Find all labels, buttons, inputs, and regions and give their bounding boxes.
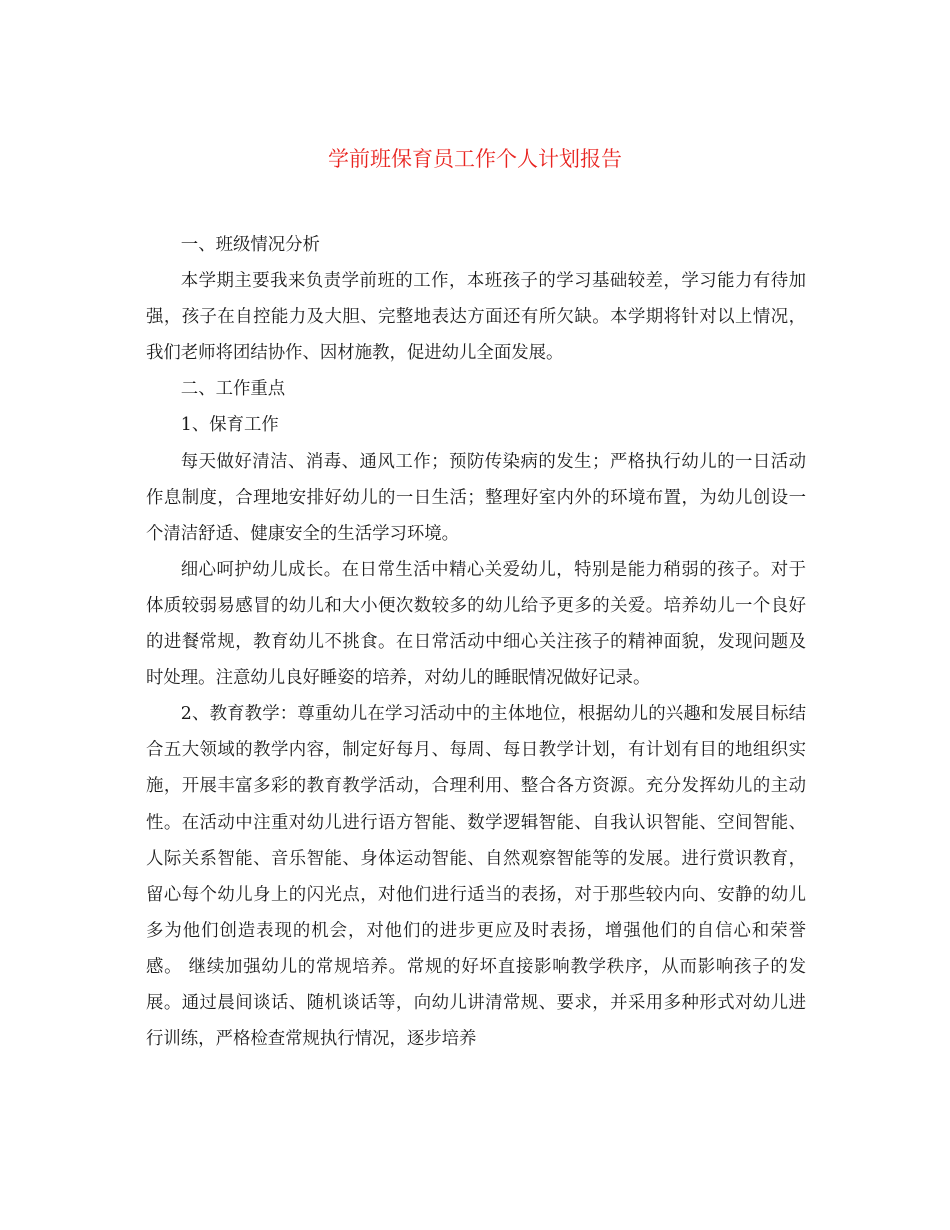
subheading-care-work: 1、保育工作 [180, 415, 279, 436]
paragraph-education-teaching: 2、教育教学：尊重幼儿在学习活动中的主体地位，根据幼儿的兴趣和发展目标结合五大领域的教学内容，制定好每月、每周、每日教学计划，有计划有目的地组织实施，开展丰富多彩的教育教学活动，合理利用、整合各方资源。充分发挥幼儿的主动性。在活动中注重对幼儿进行语方智能、数学逻辑智能、自我认识智能、空间智能、人际关系智能、音乐智能、身体运动智能、自然观察智能等的发展。进行赏识教育，留心每个幼儿身上的闪光点，对他们进行适当的表扬，对于那些较内向、安静的幼儿多为他们创造表现的机会，对他们的进步更应及时表扬，增强他们的自信心和荣誉感。 继续加强幼儿的常规培养。常规的好坏直接影响教学秩序，从而影响孩子的发展。通过晨间谈话、随机谈话等，向幼儿讲清常规、要求，并采用多种形式对幼儿进行训练，严格检查常规执行情况，逐步培养 [146, 704, 806, 1050]
paragraph-daily-care: 每天做好清洁、消毒、通风工作；预防传染病的发生；严格执行幼儿的一日活动作息制度，合理地安排好幼儿的一日生活；整理好室内外的环境布置，为幼儿创设一个清洁舒适、健康安全的生活学习环境。 [146, 451, 806, 544]
paragraph-class-analysis: 本学期主要我来负责学前班的工作，本班孩子的学习基础较差，学习能力有待加强，孩子在自控能力及大胆、完整地表达方面还有所欠缺。本学期将针对以上情况，我们老师将团结协作、因材施教，促进幼儿全面发展。 [146, 271, 806, 364]
document-body [146, 227, 806, 1057]
section-heading-work-focus: 二、工作重点 [180, 379, 286, 400]
section-heading-class-analysis: 一、班级情况分析 [180, 235, 320, 255]
document-title: 学前班保育员工作个人计划报告 [328, 147, 622, 171]
paragraph-child-growth: 细心呵护幼儿成长。在日常生活中精心关爱幼儿，特别是能力稍弱的孩子。对于体质较弱易感冒的幼儿和大小便次数较多的幼儿给予更多的关爱。培养幼儿一个良好的进餐常规，教育幼儿不挑食。在日常活动中细心关注孩子的精神面貌，发现问题及时处理。注意幼儿良好睡姿的培养，对幼儿的睡眠情况做好记录。 [146, 559, 806, 689]
